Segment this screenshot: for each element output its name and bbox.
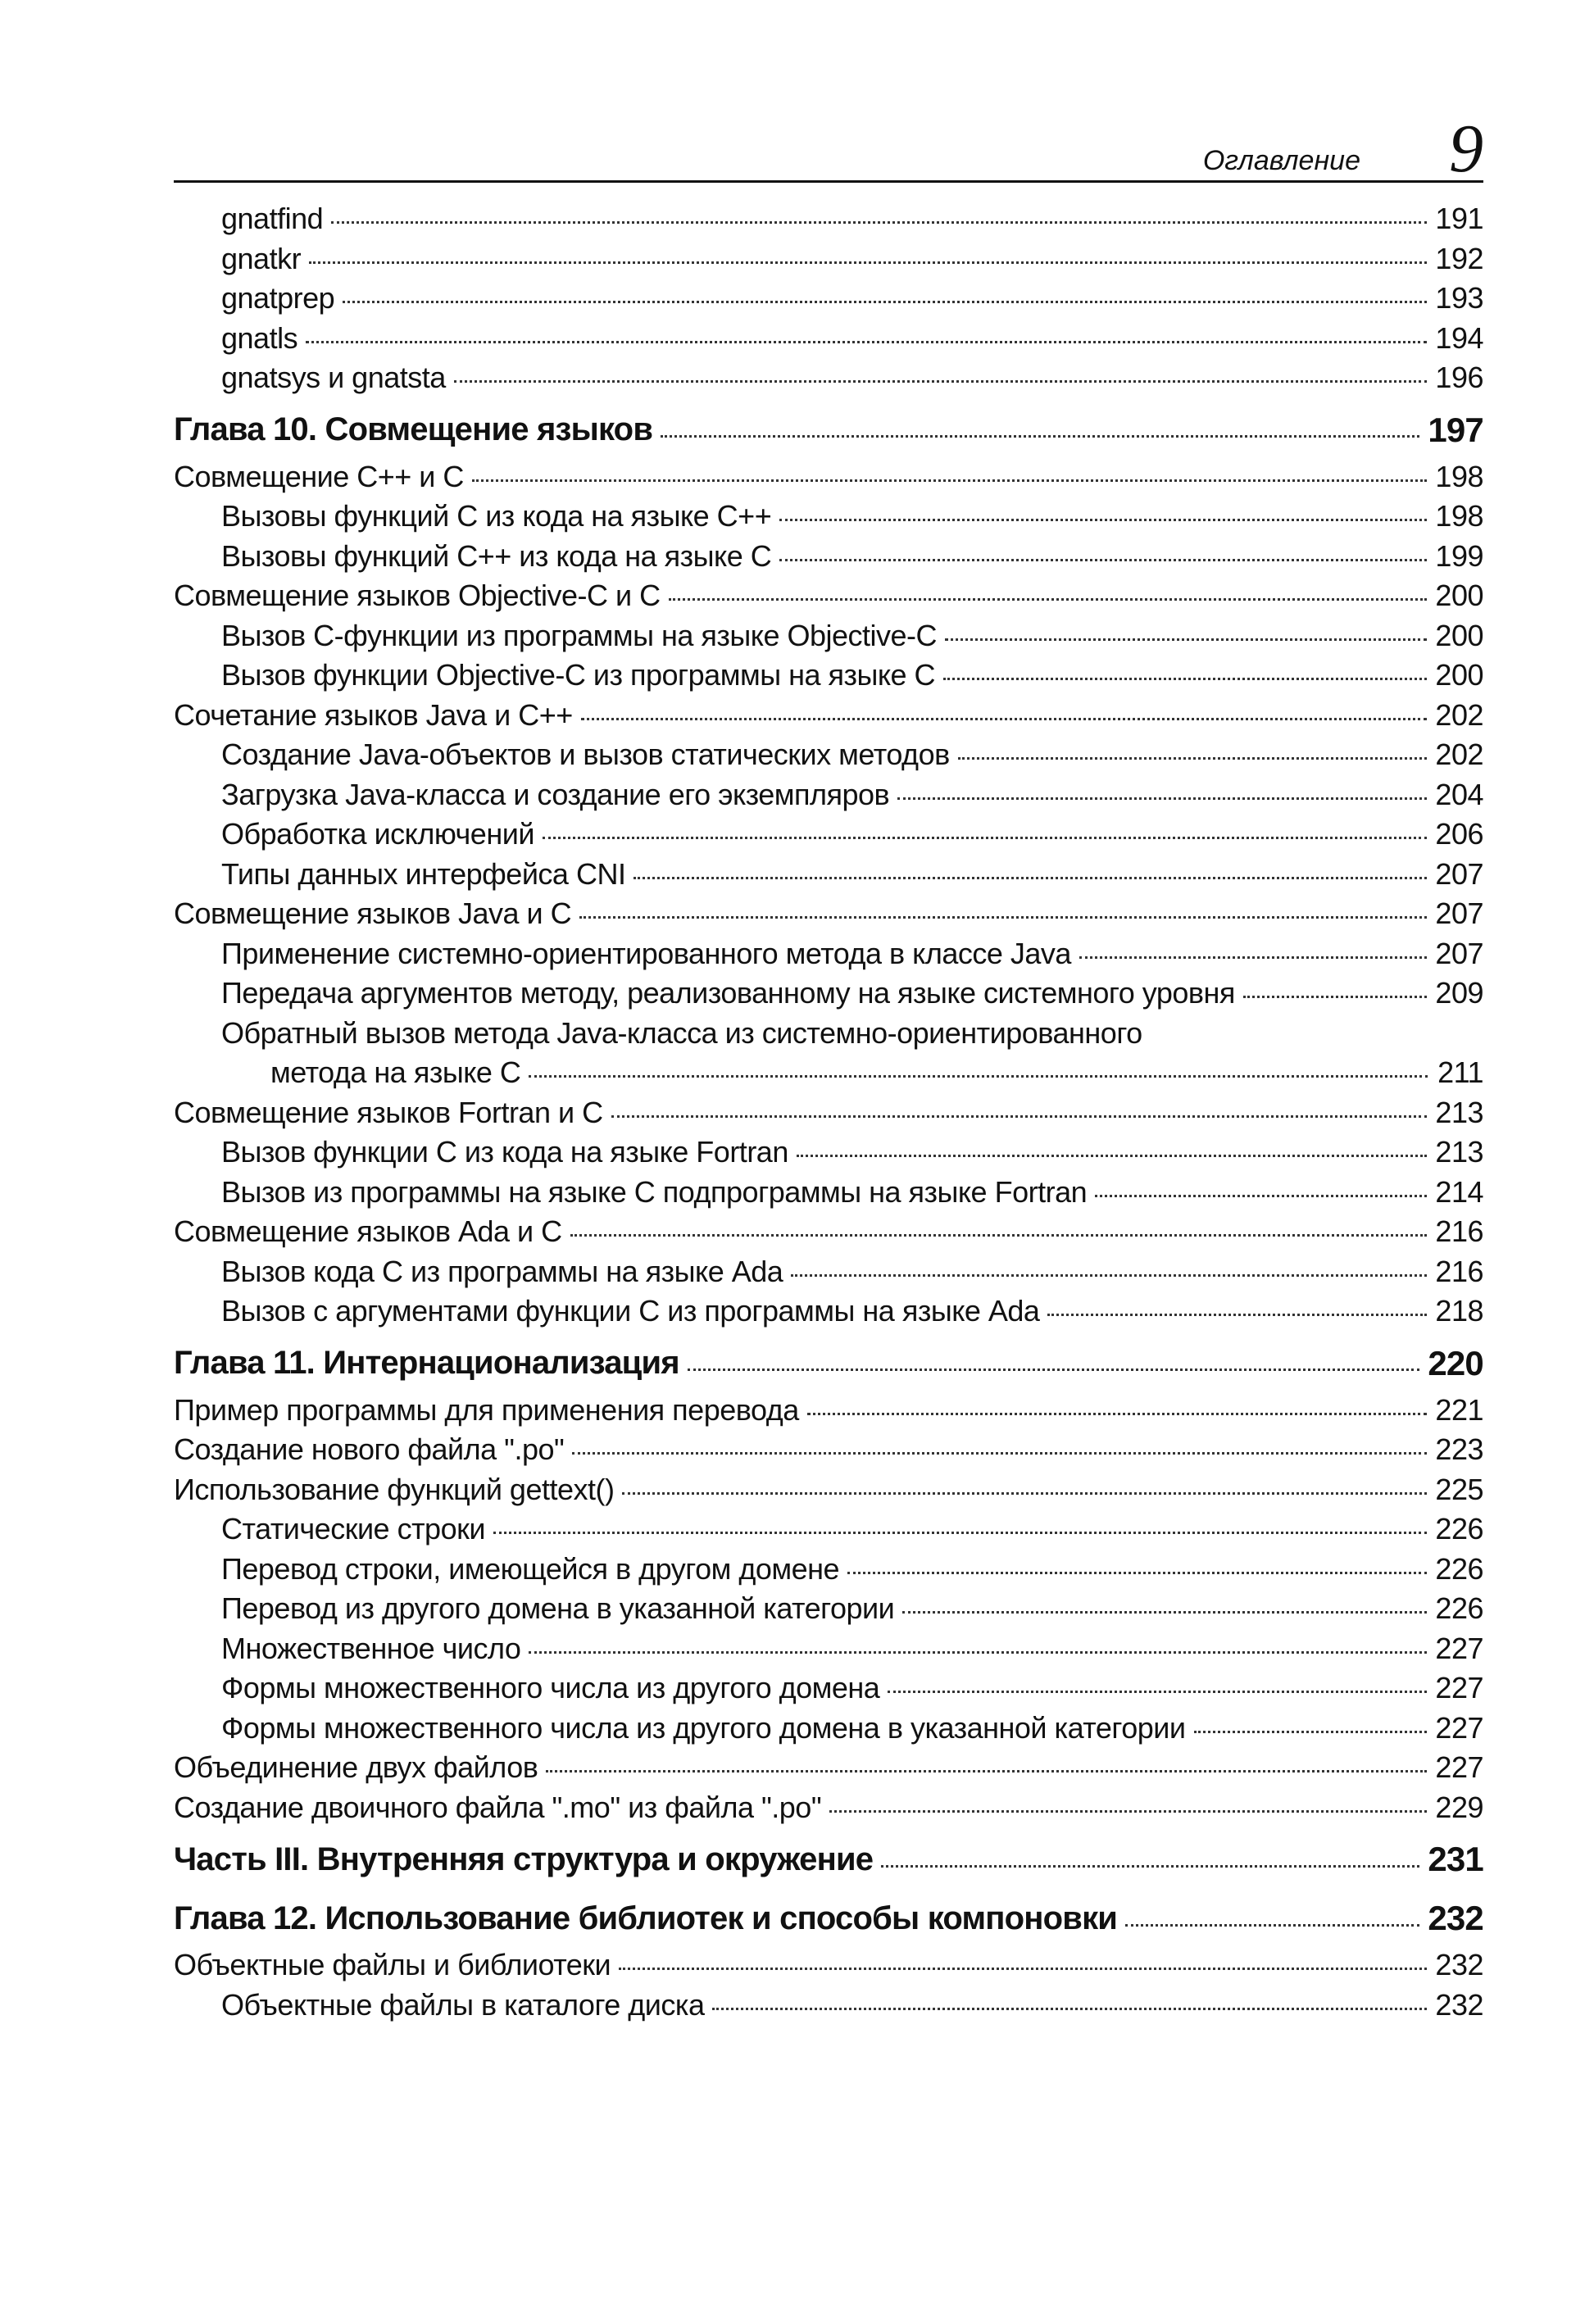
toc-entry-title: Сочетание языков Java и C++ <box>174 697 573 732</box>
dot-leader <box>493 1532 1427 1534</box>
toc-entry[interactable] <box>174 1055 1483 1096</box>
toc-chapter-entry[interactable] <box>174 1889 1483 1948</box>
dot-leader <box>546 1770 1427 1773</box>
dot-leader <box>797 1155 1428 1157</box>
dot-leader <box>309 261 1427 264</box>
toc-entry-page: 200 <box>1435 618 1483 652</box>
toc-entry-title: Создание двоичного файла ".mo" из файла ".po" <box>174 1790 822 1824</box>
dot-leader <box>779 519 1427 521</box>
toc-entry[interactable] <box>174 499 1483 539</box>
toc-entry[interactable] <box>174 698 1483 738</box>
toc-entry-title: Совмещение языков Objective-C и C <box>174 579 661 612</box>
dot-leader <box>847 1572 1427 1574</box>
page-number: 9 <box>1449 111 1483 187</box>
toc-entry-page: 229 <box>1435 1790 1483 1824</box>
toc-entry[interactable] <box>174 1214 1483 1255</box>
dot-leader <box>1079 956 1427 959</box>
toc-entry[interactable] <box>174 1988 1483 2028</box>
toc-entry-page: 207 <box>1435 896 1483 930</box>
dot-leader <box>543 837 1428 839</box>
dot-leader <box>829 1810 1427 1813</box>
toc-entry-page: 232 <box>1428 1899 1483 1937</box>
toc-entry[interactable] <box>174 579 1483 619</box>
toc-entry-title: Вызов функции C из кода на языке Fortran <box>221 1135 788 1169</box>
toc-entry-title: Вызов функции Objective-C из программы на языке C <box>221 658 936 692</box>
toc-entry[interactable] <box>174 1016 1483 1056</box>
toc-entry[interactable] <box>174 1393 1483 1433</box>
toc-entry[interactable] <box>174 361 1483 401</box>
toc-entry-title: Обработка исключений <box>221 817 534 851</box>
dot-leader <box>1095 1195 1427 1197</box>
toc-entry-title: Загрузка Java-класса и создание его экземпляров <box>221 777 890 811</box>
toc-entry[interactable] <box>174 1750 1483 1791</box>
dot-leader <box>958 757 1428 760</box>
toc-entry[interactable] <box>174 281 1483 321</box>
toc-entry[interactable] <box>174 976 1483 1016</box>
toc-entry-page: 194 <box>1435 320 1483 355</box>
toc-entry-page: 223 <box>1435 1432 1483 1466</box>
toc-entry-title: Пример программы для применения перевода <box>174 1392 799 1427</box>
toc-entry[interactable] <box>174 1632 1483 1672</box>
dot-leader <box>943 678 1427 680</box>
toc-entry-page: 221 <box>1435 1392 1483 1427</box>
dot-leader <box>945 638 1427 641</box>
dot-leader <box>306 341 1427 343</box>
toc-entry-page: 227 <box>1435 1710 1483 1745</box>
toc-entry-title: gnatprep <box>221 281 335 315</box>
toc-entry[interactable] <box>174 1948 1483 1988</box>
toc-entry-page: 192 <box>1435 241 1483 275</box>
toc-entry-title: Совмещение языков Ada и C <box>174 1214 562 1248</box>
dot-leader <box>1047 1314 1427 1316</box>
dot-leader <box>807 1413 1428 1415</box>
page-header <box>174 98 1483 187</box>
toc-entry-page: 204 <box>1435 777 1483 811</box>
toc-entry-title: Совмещение языков Java и C <box>174 896 572 930</box>
toc-entry-page: 211 <box>1437 1055 1483 1089</box>
toc-entry[interactable] <box>174 778 1483 818</box>
toc-entry-title: Вызовы функций C из кода на языке C++ <box>221 499 772 533</box>
toc-entry-page: 198 <box>1435 459 1483 493</box>
toc-entry-page: 226 <box>1435 1551 1483 1586</box>
toc-entry[interactable] <box>174 1135 1483 1175</box>
toc-entry[interactable] <box>174 817 1483 857</box>
toc-entry-title: Перевод из другого домена в указанной категории <box>221 1591 895 1625</box>
toc-chapter-entry[interactable] <box>174 1830 1483 1889</box>
toc-entry-title: Вызов С-функции из программы на языке Objective-C <box>221 618 938 652</box>
toc-entry[interactable] <box>174 460 1483 500</box>
toc-entry[interactable] <box>174 1175 1483 1215</box>
toc-entry-title: Создание Java-объектов и вызов статических методов <box>221 738 950 771</box>
toc-entry-title: Вызовы функций C++ из кода на языке C <box>221 538 772 573</box>
toc-entry-title: Формы множественного числа из другого домена <box>221 1671 880 1704</box>
toc-entry-page: 213 <box>1435 1095 1483 1129</box>
dot-leader <box>634 877 1427 879</box>
toc-entry-title: Вызов кода C из программы на языке Ada <box>221 1254 783 1288</box>
toc-entry[interactable] <box>174 1096 1483 1136</box>
toc-entry-page: 225 <box>1435 1472 1483 1506</box>
toc-entry-title: Использование функций gettext() <box>174 1472 615 1506</box>
dot-leader <box>1243 996 1427 998</box>
toc-entry[interactable] <box>174 658 1483 698</box>
toc-entry-page: 199 <box>1435 538 1483 573</box>
toc-entry-title: Множественное число <box>221 1631 521 1665</box>
dot-leader <box>669 598 1428 601</box>
toc-entry[interactable] <box>174 1473 1483 1513</box>
toc-entry-title: Типы данных интерфейса CNI <box>221 856 626 891</box>
toc-entry-title: Глава 12. Использование библиотек и способы компоновки <box>174 1900 1118 1936</box>
toc-entry[interactable] <box>174 539 1483 579</box>
toc-entry-title: Вызов с аргументами функции C из программы на языке Ada <box>221 1294 1040 1328</box>
toc-entry-page: 214 <box>1435 1174 1483 1209</box>
toc-entry-page: 207 <box>1435 856 1483 891</box>
toc-entry-page: 196 <box>1435 361 1483 394</box>
dot-leader <box>581 718 1428 720</box>
toc-entry-page: 202 <box>1435 738 1483 771</box>
dot-leader <box>661 435 1419 438</box>
toc-entry-page: 226 <box>1435 1512 1483 1546</box>
toc-entry[interactable] <box>174 1711 1483 1751</box>
toc-entry-title: gnatls <box>221 320 298 355</box>
dot-leader <box>897 797 1427 800</box>
toc-entry[interactable] <box>174 1432 1483 1473</box>
toc-entry-page: 200 <box>1435 658 1483 692</box>
toc-entry[interactable] <box>174 242 1483 282</box>
toc-entry-page: 227 <box>1435 1671 1483 1704</box>
toc-entry[interactable] <box>174 1255 1483 1295</box>
toc-entry[interactable] <box>174 1791 1483 1831</box>
dot-leader <box>529 1651 1427 1654</box>
toc-entry-title: Передача аргументов методу, реализованному на языке системного уровня <box>221 976 1235 1010</box>
toc-entry-page: 193 <box>1435 281 1483 315</box>
dot-leader <box>611 1115 1428 1118</box>
dot-leader <box>888 1691 1427 1693</box>
toc-entry-title: Глава 10. Совмещение языков <box>174 411 653 447</box>
toc-entry-title: Глава 11. Интернационализация <box>174 1345 679 1381</box>
toc-entry-page: 202 <box>1435 697 1483 732</box>
dot-leader <box>1125 1924 1419 1927</box>
toc-entry-page: 220 <box>1428 1343 1483 1382</box>
dot-leader <box>779 559 1427 561</box>
dot-leader <box>791 1274 1427 1277</box>
toc-entry-page: 216 <box>1435 1254 1483 1288</box>
toc-entry-title: Объектные файлы и библиотеки <box>174 1948 611 1981</box>
toc-entry[interactable] <box>174 321 1483 361</box>
toc-entry-page: 232 <box>1435 1948 1483 1981</box>
table-of-contents <box>174 202 1483 2027</box>
dot-leader <box>472 479 1428 482</box>
toc-entry[interactable] <box>174 857 1483 897</box>
toc-entry[interactable] <box>174 937 1483 977</box>
running-title: Оглавление <box>1202 145 1360 176</box>
dot-leader <box>622 1492 1427 1495</box>
toc-entry-page: 213 <box>1435 1135 1483 1169</box>
toc-entry[interactable] <box>174 1591 1483 1632</box>
toc-entry-title: Создание нового файла ".po" <box>174 1432 565 1466</box>
toc-entry-page: 227 <box>1435 1631 1483 1665</box>
toc-entry-page: 197 <box>1428 410 1483 449</box>
toc-entry-title: Вызов из программы на языке C подпрограммы на языке Fortran <box>221 1174 1088 1209</box>
toc-entry-page: 216 <box>1435 1214 1483 1248</box>
toc-entry-title: gnatkr <box>221 241 302 275</box>
toc-entry[interactable] <box>174 1671 1483 1711</box>
dot-leader <box>1194 1731 1428 1733</box>
toc-entry[interactable] <box>174 202 1483 242</box>
dot-leader <box>331 221 1427 224</box>
toc-entry-title: Часть III. Внутренняя структура и окружение <box>174 1841 874 1877</box>
dot-leader <box>619 1968 1427 1970</box>
dot-leader <box>529 1075 1428 1078</box>
toc-entry-title: Совмещение C++ и C <box>174 459 464 493</box>
dot-leader <box>579 916 1427 919</box>
toc-entry-page: 209 <box>1435 976 1483 1010</box>
toc-entry-title: метода на языке C <box>270 1055 521 1089</box>
dot-leader <box>570 1234 1428 1237</box>
toc-entry[interactable] <box>174 1552 1483 1592</box>
toc-entry-page: 231 <box>1428 1840 1483 1878</box>
dot-leader <box>902 1611 1427 1614</box>
toc-entry-title: Статические строки <box>221 1512 485 1546</box>
toc-entry-title: gnatfind <box>221 202 324 235</box>
toc-entry-title: Применение системно-ориентированного метода в классе Java <box>221 936 1071 970</box>
toc-entry-page: 218 <box>1435 1294 1483 1328</box>
toc-entry[interactable] <box>174 738 1483 778</box>
toc-entry[interactable] <box>174 1512 1483 1552</box>
toc-chapter-entry[interactable] <box>174 401 1483 460</box>
toc-entry-title: Перевод строки, имеющейся в другом домене <box>221 1551 840 1586</box>
toc-entry-page: 232 <box>1435 1987 1483 2022</box>
toc-entry-page: 206 <box>1435 817 1483 851</box>
dot-leader <box>572 1452 1427 1455</box>
dot-leader <box>454 380 1428 383</box>
toc-entry[interactable] <box>174 1294 1483 1334</box>
toc-entry-title: gnatsys и gnatsta <box>221 361 446 394</box>
toc-entry-page: 226 <box>1435 1591 1483 1625</box>
toc-entry-page: 200 <box>1435 579 1483 612</box>
toc-entry[interactable] <box>174 619 1483 659</box>
dot-leader <box>688 1369 1420 1371</box>
toc-entry-title: Формы множественного числа из другого домена в указанной категории <box>221 1710 1186 1745</box>
toc-entry-page: 227 <box>1435 1750 1483 1784</box>
dot-leader <box>712 2008 1427 2010</box>
toc-chapter-entry[interactable] <box>174 1334 1483 1393</box>
toc-entry-title: Обратный вызов метода Java-класса из системно-ориентированного <box>221 1015 1142 1050</box>
toc-entry-page: 207 <box>1435 936 1483 970</box>
toc-entry-page: 191 <box>1435 202 1483 235</box>
dot-leader <box>881 1865 1419 1868</box>
toc-entry[interactable] <box>174 896 1483 937</box>
toc-entry-title: Объектные файлы в каталоге диска <box>221 1987 705 2022</box>
toc-entry-page: 198 <box>1435 499 1483 533</box>
dot-leader <box>343 301 1427 303</box>
toc-entry-title: Совмещение языков Fortran и C <box>174 1095 603 1129</box>
toc-entry-title: Объединение двух файлов <box>174 1750 538 1784</box>
